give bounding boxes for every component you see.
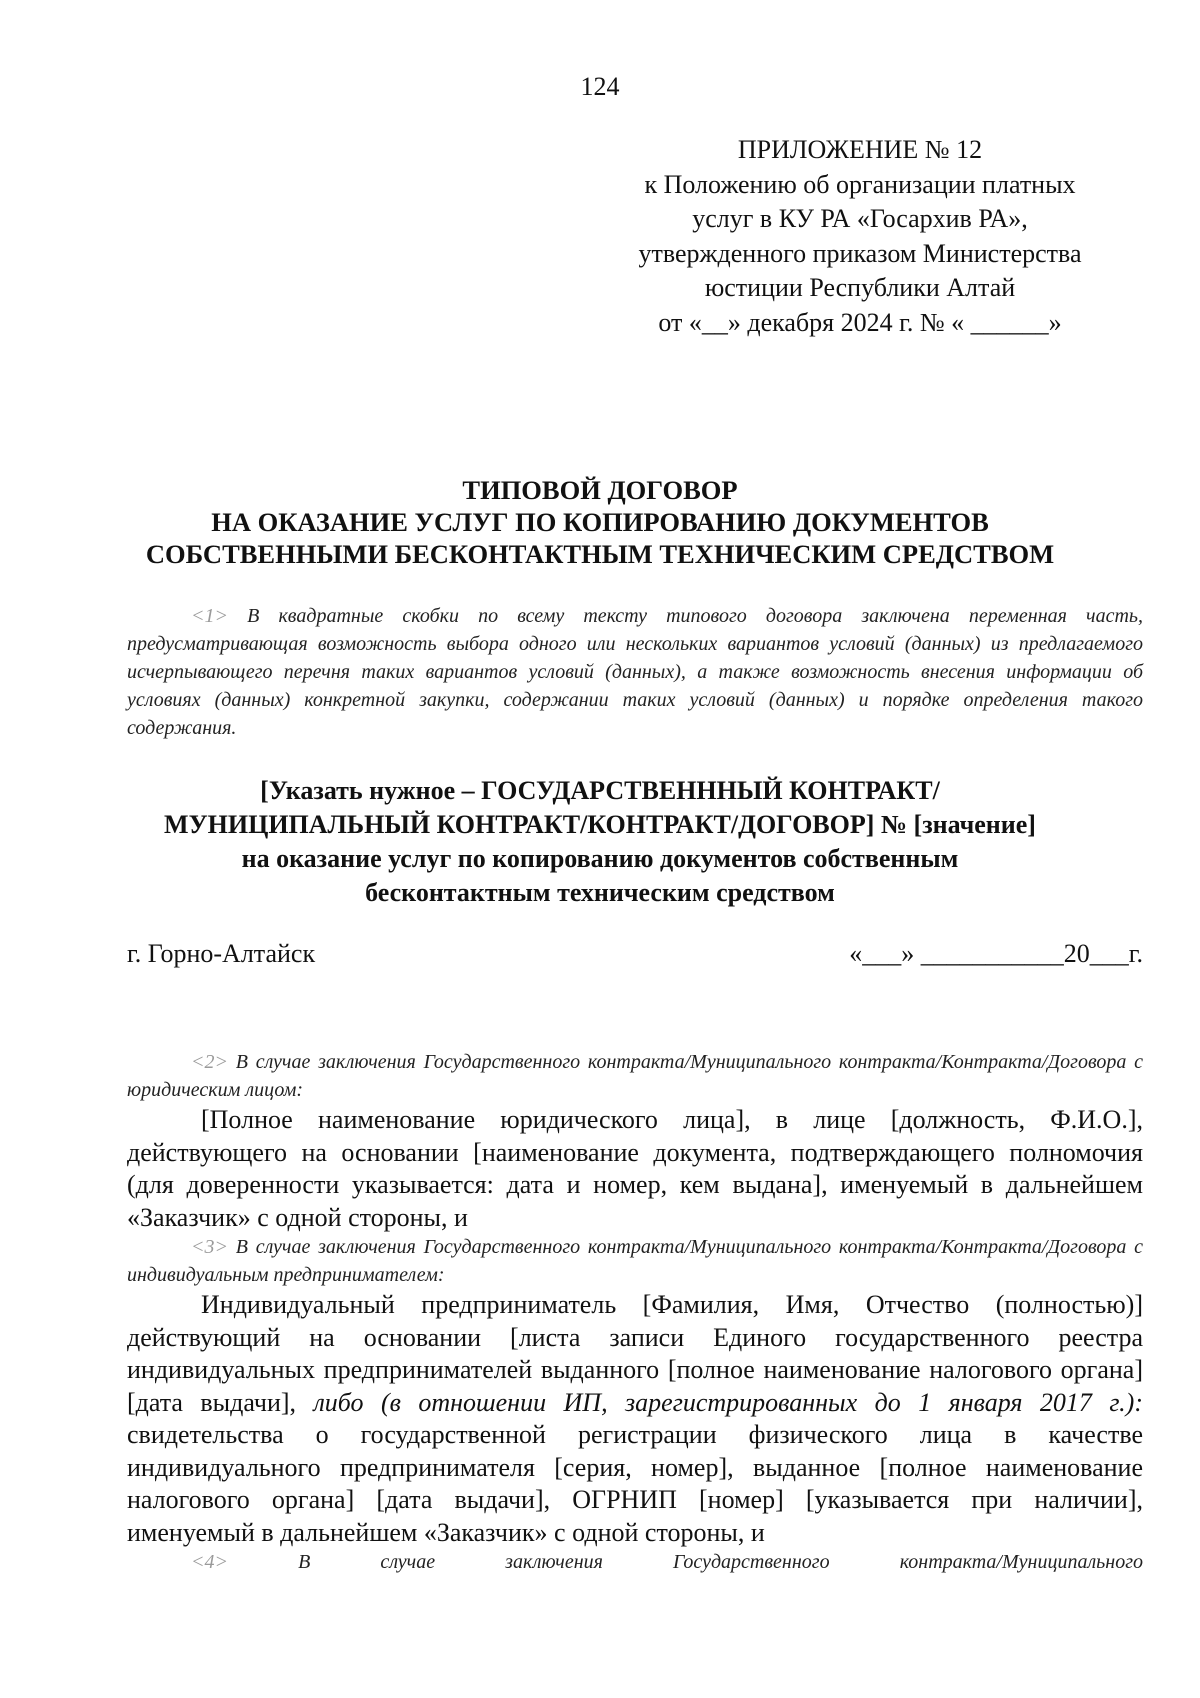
appendix-line: юстиции Республики Алтай <box>704 273 1016 302</box>
footnote-text: В случае заключения Государственного контракта/Муниципального контракта/Контракта/Договора с индивидуальным предпринимателем: <box>127 1236 1143 1286</box>
footnote-marker: <2> <box>191 1051 228 1073</box>
footnote-3 <box>127 1233 1143 1289</box>
contract-date: «___» ___________20___г. <box>849 939 1143 968</box>
place-date-row <box>127 939 1143 975</box>
footnote-text: В случае заключения Государственного контракта/Муниципального <box>228 1551 1143 1573</box>
appendix-line: ПРИЛОЖЕНИЕ № 12 <box>737 135 983 164</box>
contract-heading-line: бесконтактным техническим средством <box>365 878 835 907</box>
footnote-2 <box>127 1048 1143 1104</box>
paragraph-individual-entrepreneur <box>127 1289 1143 1549</box>
appendix-line: от «__» декабря 2024 г. № « ______» <box>658 307 1062 337</box>
contract-heading-line: на оказание услуг по копированию документов собственным <box>241 844 959 873</box>
footnote-marker: <3> <box>191 1236 228 1258</box>
footnote-1 <box>127 602 1143 742</box>
appendix-line: к Положению об организации платных <box>644 169 1076 199</box>
contract-heading <box>0 774 1200 910</box>
city: г. Горно-Алтайск <box>127 939 316 968</box>
title-line: ТИПОВОЙ ДОГОВОР <box>462 475 738 505</box>
footnote-marker: <1> <box>191 605 228 627</box>
page-number: 124 <box>580 72 620 101</box>
footnote-text: В случае заключения Государственного контракта/Муниципального контракта/Контракта/Договора с юридическим лицом: <box>127 1051 1143 1101</box>
title-line: НА ОКАЗАНИЕ УСЛУГ ПО КОПИРОВАНИЮ ДОКУМЕНТОВ <box>211 507 989 537</box>
paragraph-italic-text: либо (в отношении ИП, зарегистрированных до 1 января 2017 г.): <box>296 1387 1143 1417</box>
appendix-line: утвержденного приказом Министерства <box>638 238 1082 268</box>
footnote-marker: <4> <box>191 1551 228 1573</box>
appendix-block <box>580 133 1140 340</box>
paragraph-text: Индивидуальный предприниматель [Фамилия, Имя, Отчество (полностью)] действующий на основании [листа записи Единого государственного реестра индивидуальных предпринимателей выданного [полное наименование налогового органа] [дата выдачи], <box>127 1290 1143 1417</box>
contract-heading-line: МУНИЦИПАЛЬНЫЙ КОНТРАКТ/КОНТРАКТ/ДОГОВОР] № [значение] <box>164 810 1036 839</box>
paragraph-legal-entity <box>127 1104 1143 1234</box>
paragraph-text: свидетельства о государственной регистрации физического лица в качестве индивидуального предпринимателя [серия, номер], выданное [полное наименование налогового органа] [дата выдачи], ОГРНИП [номер] [указывается при наличии], именуемый в дальнейшем «Заказчик» с одной стороны, и <box>127 1420 1143 1547</box>
title-line: СОБСТВЕННЫМИ БЕСКОНТАКТНЫМ ТЕХНИЧЕСКИМ СРЕДСТВОМ <box>145 539 1055 569</box>
document-title <box>0 474 1200 570</box>
paragraph-text: [Полное наименование юридического лица], в лице [должность, Ф.И.О.], действующего на основании [наименование документа, подтверждающего полномочия (для доверенности указывается: дата и номер, кем выдана], именуемый в дальнейшем «Заказчик» с одной стороны, и <box>127 1105 1143 1232</box>
appendix-line: услуг в КУ РА «Госархив РА», <box>692 204 1028 233</box>
footnote-text: В квадратные скобки по всему тексту типового договора заключена переменная часть, предусматривающая возможность выбора одного или нескольких вариантов условий (данных) из предлагаемого исчерпывающего перечня таких вариантов условий (данных), а также возможность внесения информации об условиях (данных) конкретной закупки, содержании таких условий (данных) и порядке определения такого содержания. <box>127 605 1143 739</box>
contract-heading-line: [Указать нужное – ГОСУДАРСТВЕНННЫЙ КОНТРАКТ/ <box>260 776 940 805</box>
footnote-4 <box>127 1548 1143 1576</box>
